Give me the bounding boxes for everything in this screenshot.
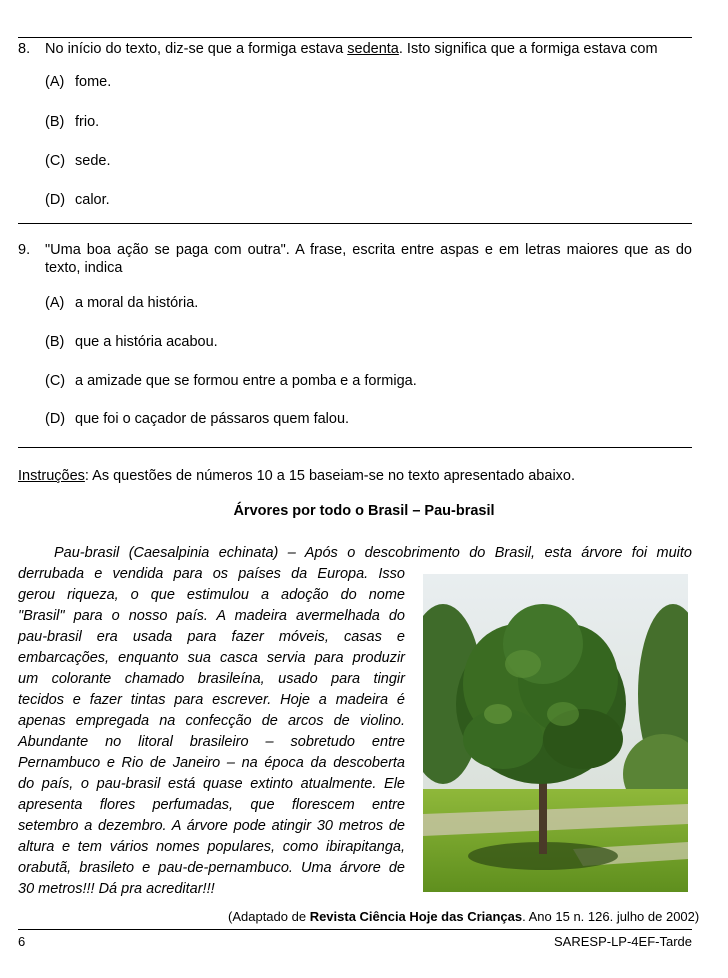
article-line: Pau-brasil (Caesalpinia echinata) – Após o descobrimento do Brasil, esta árvore foi muito bbox=[54, 545, 692, 561]
article-line: pau-brasil era usada para fazer móveis, casas e bbox=[18, 629, 405, 645]
article-line: um colorante chamado brasileína, usado para tingir bbox=[18, 671, 405, 687]
article-line: 30 metros!!! Dá pra acreditar!!! bbox=[18, 881, 215, 897]
article-line: embarcações, enquanto sua casca servia para produzir bbox=[18, 650, 405, 666]
option-letter: (D) bbox=[45, 411, 66, 427]
tree-illustration bbox=[423, 574, 688, 892]
footer-rule bbox=[18, 929, 692, 930]
option-text: a moral da história. bbox=[75, 295, 199, 311]
option-text: que foi o caçador de pássaros quem falou. bbox=[75, 411, 350, 427]
question-number: 9. bbox=[18, 242, 31, 258]
article-line: "Brasil" para o nosso país. A madeira avermelhada do bbox=[18, 608, 405, 624]
tree-photo bbox=[423, 574, 688, 892]
article-line: Pernambuco e Rio de Janeiro – na época da descoberta bbox=[18, 755, 405, 771]
instructions bbox=[18, 467, 575, 485]
option-text: sede. bbox=[75, 153, 111, 169]
option-letter: (A) bbox=[45, 295, 65, 311]
document-code: SARESP-LP-4EF-Tarde bbox=[554, 934, 692, 949]
article-line: Abundante no litoral brasileiro – sobretudo entre bbox=[18, 734, 405, 750]
question-stem-line: "Uma boa ação se paga com outra". A frase, escrita entre aspas e em letras maiores que as do bbox=[45, 242, 692, 258]
option-letter: (B) bbox=[45, 114, 65, 130]
article-line: do país, o pau-brasil está quase extinto atualmente. Ele bbox=[18, 776, 405, 792]
instructions-text: : As questões de números 10 a 15 baseiam-se no texto apresentado abaixo. bbox=[84, 468, 576, 484]
article-line: apenas empregada na confecção de arcos de violino. bbox=[18, 713, 405, 729]
option-letter: (C) bbox=[45, 373, 66, 389]
option-text: frio. bbox=[75, 114, 100, 130]
option-text: a amizade que se formou entre a pomba e a formiga. bbox=[75, 373, 417, 389]
page-number: 6 bbox=[18, 934, 26, 949]
instructions-label: Instruções bbox=[18, 468, 85, 484]
article-line: tecidos e fazer tintas para escrever. Hoje a madeira é bbox=[18, 692, 405, 708]
divider bbox=[18, 223, 692, 224]
article-line: altura e tem vários nomes populares, como ibirapitanga, bbox=[18, 839, 405, 855]
option-letter: (A) bbox=[45, 74, 65, 90]
question-stem-line: texto, indica bbox=[45, 260, 123, 276]
article-line: setembro a dezembro. A árvore pode atingir 30 metros de bbox=[18, 818, 405, 834]
article-line: gerou riqueza, o que estimulou a adoção do nome bbox=[18, 587, 405, 603]
top-rule bbox=[18, 37, 692, 38]
option-text: que a história acabou. bbox=[75, 334, 218, 350]
credit-source: Revista Ciência Hoje das Crianças bbox=[309, 909, 523, 924]
article-title: Árvores por todo o Brasil – Pau-brasil bbox=[233, 503, 495, 519]
question-stem: No início do texto, diz-se que a formiga estava sedenta. Isto significa que a formiga estava com bbox=[45, 41, 658, 57]
option-letter: (B) bbox=[45, 334, 65, 350]
article-line: apresenta flores perfumadas, que florescem entre bbox=[18, 797, 405, 813]
option-text: calor. bbox=[75, 192, 110, 208]
option-text: fome. bbox=[75, 74, 112, 90]
keyword-sedenta: sedenta bbox=[347, 41, 399, 57]
question-number: 8. bbox=[18, 41, 31, 57]
article-line: derrubada e vendida para os países da Europa. Isso bbox=[18, 566, 405, 582]
article-credit: (Adaptado de Revista Ciência Hoje das Crianças. Ano 15 n. 126. julho de 2002) bbox=[228, 909, 700, 924]
article-line: orabutã, brasileto e pau-de-pernambuco. Uma árvore de bbox=[18, 860, 405, 876]
option-letter: (D) bbox=[45, 192, 66, 208]
divider bbox=[18, 447, 692, 448]
option-letter: (C) bbox=[45, 153, 66, 169]
